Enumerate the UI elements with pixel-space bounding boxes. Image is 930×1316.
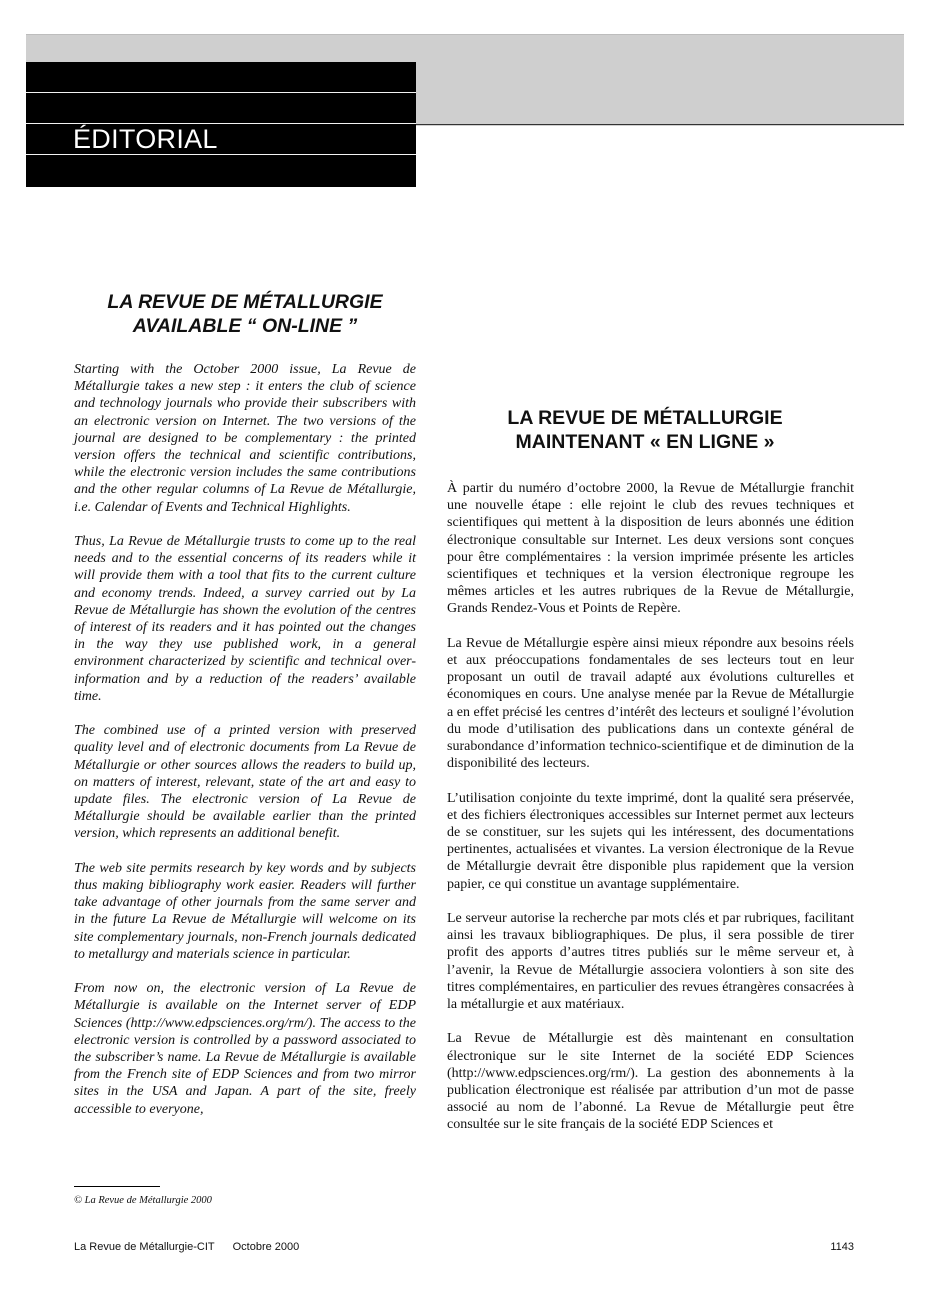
french-title-line: LA REVUE DE MÉTALLURGIE	[507, 407, 783, 429]
footnote-rule	[74, 1186, 160, 1187]
english-paragraph: Starting with the October 2000 issue, La Revue de Métallurgie takes a new step : it enters the club of science and technology journals who provide their subscribers with an electronic version on Internet. The two versions of the journal are designed to be complementary : the printed version offers the technical and scientific contributions, while the electronic version includes the same contributions and the other regular columns of La Revue de Métallurgie, i.e. Calendar of Events and Technical Highlights.	[74, 362, 416, 515]
french-article-title	[440, 406, 850, 454]
section-title: ÉDITORIAL	[73, 124, 218, 154]
french-column	[447, 480, 854, 1151]
footer-issue: Octobre 2000	[232, 1241, 300, 1253]
french-title-line: MAINTENANT « EN LIGNE »	[515, 431, 775, 453]
english-paragraph: Thus, La Revue de Métallurgie trusts to come up to the real needs and to the essential concerns of its readers while it will provide them with a tool that fits to the current culture and economy trends. Indeed, a survey carried out by La Revue de Métallurgie has shown the evolution of the centres of interest of its readers and it has pointed out the changes in the way they use published work, in a general environment characterized by scientific and technical over-information and by a reduction of the readers’ available time.	[74, 534, 416, 704]
english-paragraph: The combined use of a printed version with preserved quality level and of electronic documents from La Revue de Métallurgie or other sources allows the readers to build up, on matters of interest, relevant, state of the art and easy to update files. The electronic version of La Revue de Métallurgie should be available earlier than the printed version, which represents an additional benefit.	[74, 723, 416, 842]
english-paragraph: From now on, the electronic version of La Revue de Métallurgie is available on the Internet server of EDP Sciences (http://www.edpsciences.org/rm/). The access to the electronic version is controlled by a password associated to the subscriber’s name. La Revue de Métallurgie is available from the French site of EDP Sciences and from two mirror sites in the USA and Japan. A part of the site, freely accessible to everyone,	[74, 981, 416, 1117]
english-title-line: AVAILABLE “ ON-LINE ”	[132, 315, 358, 337]
english-title-line: LA REVUE DE MÉTALLURGIE	[107, 291, 383, 313]
footer-left	[74, 1241, 299, 1253]
french-paragraph: Le serveur autorise la recherche par mots clés et par rubriques, facilitant ainsi les travaux bibliographiques. De plus, il sera possible de tirer profit des apports d’autres titres publiés sur le même serveur et, à l’avenir, la Revue de Métallurgie associera volontiers à son site des titres complémentaires, en particulier des revues étrangères consacrées à la métallurgie et aux matériaux.	[447, 911, 854, 1013]
french-paragraph: L’utilisation conjointe du texte imprimé, dont la qualité sera préservée, et des fichiers électroniques accessibles sur Internet permet aux lecteurs de se constituer, sur les sujets qui les intéressent, des documentations pertinentes, actualisées et vivantes. La version électronique de la Revue de Métallurgie devrait être disponible plus rapidement que la version papier, ce qui constitue un avantage supplémentaire.	[447, 790, 854, 892]
english-article-title	[60, 290, 430, 338]
copyright-footnote: © La Revue de Métallurgie 2000	[74, 1195, 212, 1206]
page-number: 1143	[830, 1241, 854, 1253]
footer-journal: La Revue de Métallurgie-CIT	[74, 1241, 215, 1253]
header-stripe	[26, 92, 416, 93]
english-column	[74, 361, 416, 1135]
header-rule	[416, 124, 904, 125]
french-paragraph: La Revue de Métallurgie espère ainsi mieux répondre aux besoins réels et aux préoccupations fondamentales de ses lecteurs tout en leur proposant un outil de travail adapté aux évolutions culturelles et économiques en cours. Une analyse menée par la Revue de Métallurgie a en effet précisé les centres d’intérêt des lecteurs et souligné l’évolution du mode d’utilisation des publications dans un contexte général de surabondance d’information technico-scientifique et de diminution de la disponibilité des lecteurs.	[447, 635, 854, 772]
french-paragraph: À partir du numéro d’octobre 2000, la Revue de Métallurgie franchit une nouvelle étape : elle rejoint le club des revues techniques et scientifiques qui mettent à la disposition de leurs abonnés une édition électronique consultable sur Internet. Les deux versions sont conçues pour être complémentaires : la version imprimée présente les articles scientifiques et techniques et la version électronique regroupe les mêmes articles et les autres rubriques de la Revue de Métallurgie, Grands Rendez-Vous et Points de Repère.	[447, 481, 854, 617]
french-paragraph: La Revue de Métallurgie est dès maintenant en consultation électronique sur le site Internet de la société EDP Sciences (http://www.edpsciences.org/rm/). La gestion des abonnements à la publication électronique est réalisée par attribution d’un mot de passe associé au nom de l’abonné. La Revue de Métallurgie peut être consultée sur le site français de la société EDP Sciences et	[447, 1031, 854, 1133]
english-paragraph: The web site permits research by key words and by subjects thus making bibliography work easier. Readers will further take advantage of other journals from the same server and in the future La Revue de Métallurgie will welcome on its site complementary journals, non-French journals dedicated to metallurgy and materials science in particular.	[74, 860, 416, 962]
